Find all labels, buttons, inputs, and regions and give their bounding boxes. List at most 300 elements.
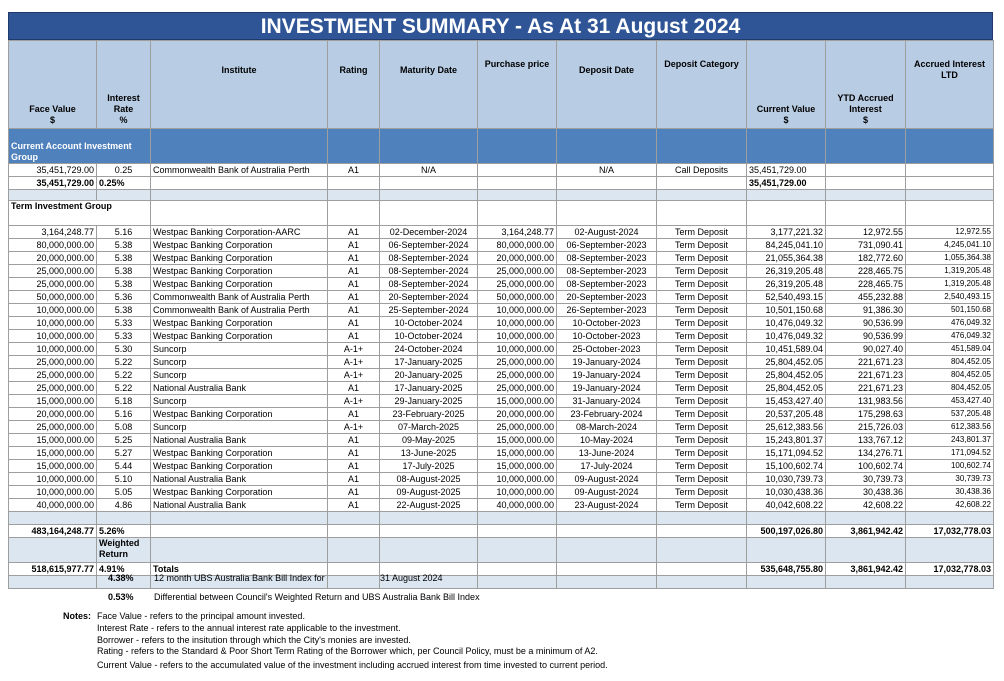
cell-ltd: 804,452.05 xyxy=(906,369,994,382)
cell-cat: Term Deposit xyxy=(657,226,747,239)
cell-mat: 09-May-2025 xyxy=(380,434,478,447)
weighted-return-row xyxy=(9,538,994,563)
cell-rating: A1 xyxy=(328,265,380,278)
cell-mat: 07-March-2025 xyxy=(380,421,478,434)
cell-ytd: 455,232.88 xyxy=(826,291,906,304)
cell-rating: A-1+ xyxy=(328,343,380,356)
cell-mat: 20-September-2024 xyxy=(380,291,478,304)
table-row xyxy=(9,421,994,434)
table-row xyxy=(9,239,994,252)
cell-cat: Term Deposit xyxy=(657,265,747,278)
cell-mat: 09-August-2025 xyxy=(380,486,478,499)
col-current-value: Current Value $ xyxy=(747,41,826,129)
cell-rating: A1 xyxy=(328,252,380,265)
cell-cv: 20,537,205.48 xyxy=(747,408,826,421)
cell-rate: 5.44 xyxy=(97,460,151,473)
cell-face: 15,000,000.00 xyxy=(9,460,97,473)
cell-rating: A-1+ xyxy=(328,369,380,382)
cell-inst: Westpac Banking Corporation xyxy=(151,317,328,330)
cell-cat: Term Deposit xyxy=(657,317,747,330)
page-title: INVESTMENT SUMMARY - As At 31 August 2024 xyxy=(8,12,993,40)
cell-face: 3,164,248.77 xyxy=(9,226,97,239)
cell-pp: 10,000,000.00 xyxy=(478,330,557,343)
cell-cat: Term Deposit xyxy=(657,304,747,317)
cell-cat: Term Deposit xyxy=(657,499,747,512)
cell-ltd: 30,739.73 xyxy=(906,473,994,486)
table-row xyxy=(9,330,994,343)
cell-rating: A1 xyxy=(328,447,380,460)
cell-pp: 80,000,000.00 xyxy=(478,239,557,252)
cell-pp: 20,000,000.00 xyxy=(478,252,557,265)
grand-total-row: 518,615,977.77 4.91% Totals 535,648,755.80 3,861,942.42 17,032,778.03 xyxy=(9,563,994,576)
cell-ytd: 134,276.71 xyxy=(826,447,906,460)
cell-inst: Westpac Banking Corporation xyxy=(151,252,328,265)
cell-mat: 29-January-2025 xyxy=(380,395,478,408)
cell-rate: 5.27 xyxy=(97,447,151,460)
cell-cv: 15,453,427.40 xyxy=(747,395,826,408)
cell-cat: Term Deposit xyxy=(657,486,747,499)
cell-cat: Term Deposit xyxy=(657,395,747,408)
cell-cat: Term Deposit xyxy=(657,473,747,486)
differential-text: Differential between Council's Weighted Return and UBS Australia Bank Bill Index xyxy=(154,592,480,602)
cell-ytd: 90,536.99 xyxy=(826,330,906,343)
cell-pp: 15,000,000.00 xyxy=(478,434,557,447)
cell-ytd: 90,536.99 xyxy=(826,317,906,330)
cell-rating: A1 xyxy=(328,460,380,473)
table-row xyxy=(9,317,994,330)
cell-ltd: 30,438.36 xyxy=(906,486,994,499)
table-row xyxy=(9,395,994,408)
notes-label: Notes: xyxy=(63,611,92,621)
cell-inst: Westpac Banking Corporation-AARC xyxy=(151,226,328,239)
cell-cv: 26,319,205.48 xyxy=(747,265,826,278)
cell-cv: 15,243,801.37 xyxy=(747,434,826,447)
cell-face: 40,000,000.00 xyxy=(9,499,97,512)
current-account-total-row: 35,451,729.00 0.25% 35,451,729.00 xyxy=(9,177,994,190)
cell-dep: 08-September-2023 xyxy=(557,265,657,278)
cell-dep: 08-March-2024 xyxy=(557,421,657,434)
cell-rate: 5.38 xyxy=(97,265,151,278)
cell-rate: 5.33 xyxy=(97,317,151,330)
cell-cv: 10,030,739.73 xyxy=(747,473,826,486)
cell-ltd: 804,452.05 xyxy=(906,356,994,369)
table-row xyxy=(9,304,994,317)
col-face-value: Face Value $ xyxy=(9,41,97,129)
table-row xyxy=(9,499,994,512)
cell-rate: 5.36 xyxy=(97,291,151,304)
cell-inst: National Australia Bank xyxy=(151,473,328,486)
cell-dep: 19-January-2024 xyxy=(557,369,657,382)
cell-ltd: 1,055,364.38 xyxy=(906,252,994,265)
cell-pp: 3,164,248.77 xyxy=(478,226,557,239)
cell-cat: Term Deposit xyxy=(657,252,747,265)
note-line: Current Value - refers to the accumulated value of the investment including accrued interest from time invested to current period. xyxy=(97,660,608,670)
table-row xyxy=(9,434,994,447)
cell-cat: Term Deposit xyxy=(657,343,747,356)
cell-ytd: 731,090.41 xyxy=(826,239,906,252)
cell-cv: 3,177,221.32 xyxy=(747,226,826,239)
cell-ltd: 537,205.48 xyxy=(906,408,994,421)
cell-ytd: 42,608.22 xyxy=(826,499,906,512)
cell-rate: 5.33 xyxy=(97,330,151,343)
cell-cv: 26,319,205.48 xyxy=(747,278,826,291)
cell-dep: 08-September-2023 xyxy=(557,278,657,291)
cell-dep: 31-January-2024 xyxy=(557,395,657,408)
cell-face: 10,000,000.00 xyxy=(9,330,97,343)
cell-cv: 25,804,452.05 xyxy=(747,382,826,395)
term-investment-total-row: 483,164,248.77 5.26% 500,197,026.80 3,861,942.42 17,032,778.03 xyxy=(9,525,994,538)
cell-rating: A1 xyxy=(328,317,380,330)
cell-rating: A-1+ xyxy=(328,356,380,369)
cell-rate: 5.38 xyxy=(97,239,151,252)
cell-cat: Term Deposit xyxy=(657,278,747,291)
cell-rating: A1 xyxy=(328,278,380,291)
cell-rate: 5.10 xyxy=(97,473,151,486)
cell-dep: 02-August-2024 xyxy=(557,226,657,239)
cell-pp: 10,000,000.00 xyxy=(478,473,557,486)
cell-cv: 25,804,452.05 xyxy=(747,356,826,369)
cell-ytd: 30,438.36 xyxy=(826,486,906,499)
cell-ltd: 4,245,041.10 xyxy=(906,239,994,252)
col-interest-rate: Interest Rate % xyxy=(97,41,151,129)
cell-dep: 13-June-2024 xyxy=(557,447,657,460)
cell-ltd: 476,049.32 xyxy=(906,317,994,330)
cell-cat: Term Deposit xyxy=(657,447,747,460)
col-institute: Institute xyxy=(151,41,328,129)
cell-cv: 52,540,493.15 xyxy=(747,291,826,304)
cell-ltd: 453,427.40 xyxy=(906,395,994,408)
cell-rate: 5.38 xyxy=(97,252,151,265)
cell-mat: 17-January-2025 xyxy=(380,356,478,369)
cell-dep: 23-February-2024 xyxy=(557,408,657,421)
cell-mat: 17-January-2025 xyxy=(380,382,478,395)
cell-rate: 5.22 xyxy=(97,356,151,369)
table-row xyxy=(9,408,994,421)
cell-pp: 25,000,000.00 xyxy=(478,356,557,369)
cell-rating: A1 xyxy=(328,239,380,252)
cell-ltd: 476,049.32 xyxy=(906,330,994,343)
cell-face: 15,000,000.00 xyxy=(9,447,97,460)
cell-mat: 08-September-2024 xyxy=(380,278,478,291)
cell-ytd: 228,465.75 xyxy=(826,265,906,278)
cell-dep: 09-August-2024 xyxy=(557,486,657,499)
cell-dep: 17-July-2024 xyxy=(557,460,657,473)
cell-rate: 5.16 xyxy=(97,226,151,239)
table-row xyxy=(9,460,994,473)
table-row xyxy=(9,356,994,369)
cell-cv: 21,055,364.38 xyxy=(747,252,826,265)
differential-value: 0.53% xyxy=(108,592,134,602)
cell-dep: 10-October-2023 xyxy=(557,330,657,343)
cell-inst: Westpac Banking Corporation xyxy=(151,330,328,343)
cell-rating: A1 xyxy=(328,291,380,304)
cell-rating: A-1+ xyxy=(328,395,380,408)
cell-ltd: 804,452.05 xyxy=(906,382,994,395)
cell-cv: 10,030,438.36 xyxy=(747,486,826,499)
benchmark-index-date: 31 August 2024 xyxy=(380,573,443,583)
cell-face: 10,000,000.00 xyxy=(9,304,97,317)
cell-inst: Westpac Banking Corporation xyxy=(151,239,328,252)
cell-face: 25,000,000.00 xyxy=(9,382,97,395)
cell-cat: Term Deposit xyxy=(657,239,747,252)
cell-cv: 10,501,150.68 xyxy=(747,304,826,317)
table-row xyxy=(9,447,994,460)
note-line: Borrower - refers to the insitution through which the City's monies are invested. xyxy=(97,635,411,645)
cell-face: 20,000,000.00 xyxy=(9,408,97,421)
current-account-row: 35,451,729.00 0.25 Commonwealth Bank of Australia Perth A1 N/A N/A Call Deposits 35,451,729.00 xyxy=(9,164,994,177)
investment-table xyxy=(8,40,994,589)
cell-ytd: 12,972.55 xyxy=(826,226,906,239)
cell-cv: 15,171,094.52 xyxy=(747,447,826,460)
cell-ltd: 12,972.55 xyxy=(906,226,994,239)
cell-ytd: 228,465.75 xyxy=(826,278,906,291)
cell-pp: 25,000,000.00 xyxy=(478,421,557,434)
cell-ytd: 91,386.30 xyxy=(826,304,906,317)
cell-ltd: 1,319,205.48 xyxy=(906,278,994,291)
cell-inst: Suncorp xyxy=(151,395,328,408)
spacer-row xyxy=(9,512,994,525)
cell-rating: A1 xyxy=(328,408,380,421)
cell-mat: 08-September-2024 xyxy=(380,252,478,265)
col-purchase-price: Purchase price xyxy=(478,41,557,129)
current-account-label: Current Account Investment Group xyxy=(9,129,151,164)
cell-inst: Westpac Banking Corporation xyxy=(151,278,328,291)
cell-ytd: 221,671.23 xyxy=(826,382,906,395)
cell-rate: 5.25 xyxy=(97,434,151,447)
current-account-section-row xyxy=(9,129,994,164)
cell-mat: 17-July-2025 xyxy=(380,460,478,473)
term-investment-label: Term Investment Group xyxy=(9,201,151,226)
table-row xyxy=(9,226,994,239)
cell-face: 15,000,000.00 xyxy=(9,395,97,408)
cell-pp: 40,000,000.00 xyxy=(478,499,557,512)
cell-inst: Westpac Banking Corporation xyxy=(151,447,328,460)
cell-mat: 25-September-2024 xyxy=(380,304,478,317)
cell-ytd: 215,726.03 xyxy=(826,421,906,434)
table-row xyxy=(9,382,994,395)
cell-inst: Westpac Banking Corporation xyxy=(151,460,328,473)
cell-cv: 15,100,602.74 xyxy=(747,460,826,473)
cell-face: 20,000,000.00 xyxy=(9,252,97,265)
spacer-row xyxy=(9,190,994,201)
cell-cat: Term Deposit xyxy=(657,408,747,421)
table-row xyxy=(9,252,994,265)
term-investment-section-row xyxy=(9,201,994,226)
cell-dep: 08-September-2023 xyxy=(557,252,657,265)
cell-inst: Suncorp xyxy=(151,421,328,434)
cell-pp: 20,000,000.00 xyxy=(478,408,557,421)
table-row xyxy=(9,473,994,486)
cell-ytd: 175,298.63 xyxy=(826,408,906,421)
note-line: Face Value - refers to the principal amount invested. xyxy=(97,611,305,621)
cell-inst: Westpac Banking Corporation xyxy=(151,408,328,421)
cell-dep: 06-September-2023 xyxy=(557,239,657,252)
cell-mat: 08-August-2025 xyxy=(380,473,478,486)
cell-rate: 5.38 xyxy=(97,278,151,291)
table-row xyxy=(9,265,994,278)
cell-inst: National Australia Bank xyxy=(151,382,328,395)
cell-pp: 15,000,000.00 xyxy=(478,395,557,408)
cell-rating: A1 xyxy=(328,434,380,447)
cell-inst: Commonwealth Bank of Australia Perth xyxy=(151,291,328,304)
cell-inst: Westpac Banking Corporation xyxy=(151,265,328,278)
col-maturity-date: Maturity Date xyxy=(380,41,478,129)
cell-inst: Suncorp xyxy=(151,343,328,356)
cell-pp: 25,000,000.00 xyxy=(478,278,557,291)
cell-pp: 10,000,000.00 xyxy=(478,343,557,356)
cell-rate: 5.18 xyxy=(97,395,151,408)
note-line: Interest Rate - refers to the annual interest rate applicable to the investment. xyxy=(97,623,401,633)
cell-dep: 19-January-2024 xyxy=(557,382,657,395)
cell-ltd: 100,602.74 xyxy=(906,460,994,473)
cell-ltd: 451,589.04 xyxy=(906,343,994,356)
cell-inst: Suncorp xyxy=(151,356,328,369)
cell-rating: A1 xyxy=(328,473,380,486)
cell-pp: 25,000,000.00 xyxy=(478,265,557,278)
cell-mat: 02-December-2024 xyxy=(380,226,478,239)
cell-pp: 15,000,000.00 xyxy=(478,447,557,460)
cell-pp: 25,000,000.00 xyxy=(478,382,557,395)
cell-ytd: 221,671.23 xyxy=(826,356,906,369)
table-row xyxy=(9,486,994,499)
cell-rate: 5.16 xyxy=(97,408,151,421)
cell-dep: 10-October-2023 xyxy=(557,317,657,330)
cell-ltd: 243,801.37 xyxy=(906,434,994,447)
cell-inst: Commonwealth Bank of Australia Perth xyxy=(151,304,328,317)
cell-cv: 10,476,049.32 xyxy=(747,330,826,343)
cell-ytd: 133,767.12 xyxy=(826,434,906,447)
cell-rate: 5.30 xyxy=(97,343,151,356)
cell-ltd: 2,540,493.15 xyxy=(906,291,994,304)
cell-rating: A1 xyxy=(328,226,380,239)
cell-mat: 06-September-2024 xyxy=(380,239,478,252)
cell-rate: 5.05 xyxy=(97,486,151,499)
cell-face: 25,000,000.00 xyxy=(9,265,97,278)
cell-cat: Term Deposit xyxy=(657,369,747,382)
cell-pp: 25,000,000.00 xyxy=(478,369,557,382)
table-row xyxy=(9,291,994,304)
cell-cv: 25,612,383.56 xyxy=(747,421,826,434)
cell-inst: National Australia Bank xyxy=(151,434,328,447)
cell-cat: Term Deposit xyxy=(657,356,747,369)
cell-face: 10,000,000.00 xyxy=(9,473,97,486)
cell-face: 25,000,000.00 xyxy=(9,278,97,291)
cell-face: 10,000,000.00 xyxy=(9,317,97,330)
cell-ytd: 131,983.56 xyxy=(826,395,906,408)
cell-face: 25,000,000.00 xyxy=(9,369,97,382)
cell-ytd: 30,739.73 xyxy=(826,473,906,486)
cell-dep: 10-May-2024 xyxy=(557,434,657,447)
cell-mat: 10-October-2024 xyxy=(380,330,478,343)
cell-cat: Term Deposit xyxy=(657,330,747,343)
table-row xyxy=(9,278,994,291)
cell-cv: 84,245,041.10 xyxy=(747,239,826,252)
cell-cat: Term Deposit xyxy=(657,382,747,395)
cell-rate: 5.08 xyxy=(97,421,151,434)
cell-cv: 10,451,589.04 xyxy=(747,343,826,356)
term-investment-rows xyxy=(9,226,994,512)
cell-cv: 10,476,049.32 xyxy=(747,317,826,330)
cell-rate: 5.38 xyxy=(97,304,151,317)
cell-mat: 23-February-2025 xyxy=(380,408,478,421)
cell-inst: Suncorp xyxy=(151,369,328,382)
cell-face: 15,000,000.00 xyxy=(9,434,97,447)
cell-dep: 19-January-2024 xyxy=(557,356,657,369)
cell-inst: National Australia Bank xyxy=(151,499,328,512)
cell-pp: 50,000,000.00 xyxy=(478,291,557,304)
cell-rate: 4.86 xyxy=(97,499,151,512)
cell-cv: 40,042,608.22 xyxy=(747,499,826,512)
cell-pp: 10,000,000.00 xyxy=(478,317,557,330)
cell-dep: 25-October-2023 xyxy=(557,343,657,356)
cell-cat: Term Deposit xyxy=(657,291,747,304)
cell-cat: Term Deposit xyxy=(657,434,747,447)
cell-dep: 23-August-2024 xyxy=(557,499,657,512)
table-row xyxy=(9,343,994,356)
cell-pp: 10,000,000.00 xyxy=(478,486,557,499)
note-line: Rating - refers to the Standard & Poor Short Term Rating of the Borrower which, per Council Policy, must be a minimum of A2. xyxy=(97,646,598,656)
cell-rating: A1 xyxy=(328,382,380,395)
header-row xyxy=(9,41,994,129)
cell-mat: 13-June-2025 xyxy=(380,447,478,460)
cell-dep: 09-August-2024 xyxy=(557,473,657,486)
benchmark-index-value: 4.38% xyxy=(108,573,134,583)
table-row xyxy=(9,369,994,382)
col-deposit-date: Deposit Date xyxy=(557,41,657,129)
cell-ltd: 42,608.22 xyxy=(906,499,994,512)
col-ytd-accrued: YTD Accrued Interest $ xyxy=(826,41,906,129)
cell-rate: 5.22 xyxy=(97,382,151,395)
cell-ltd: 171,094.52 xyxy=(906,447,994,460)
cell-ytd: 221,671.23 xyxy=(826,369,906,382)
cell-face: 10,000,000.00 xyxy=(9,486,97,499)
cell-face: 10,000,000.00 xyxy=(9,343,97,356)
col-accrued-ltd: Accrued Interest LTD xyxy=(906,41,994,129)
cell-pp: 15,000,000.00 xyxy=(478,460,557,473)
benchmark-index-text: 12 month UBS Australia Bank Bill Index for xyxy=(154,573,325,583)
cell-face: 80,000,000.00 xyxy=(9,239,97,252)
cell-mat: 08-September-2024 xyxy=(380,265,478,278)
cell-mat: 20-January-2025 xyxy=(380,369,478,382)
cell-ytd: 100,602.74 xyxy=(826,460,906,473)
cell-mat: 10-October-2024 xyxy=(380,317,478,330)
cell-ytd: 90,027.40 xyxy=(826,343,906,356)
cell-ytd: 182,772.60 xyxy=(826,252,906,265)
cell-face: 25,000,000.00 xyxy=(9,356,97,369)
cell-ltd: 1,319,205.48 xyxy=(906,265,994,278)
cell-rating: A1 xyxy=(328,330,380,343)
cell-rating: A1 xyxy=(328,304,380,317)
weighted-return-label: Weighted Return xyxy=(97,538,151,563)
cell-cat: Term Deposit xyxy=(657,421,747,434)
cell-inst: Westpac Banking Corporation xyxy=(151,486,328,499)
cell-rating: A1 xyxy=(328,486,380,499)
cell-rate: 5.22 xyxy=(97,369,151,382)
cell-mat: 22-August-2025 xyxy=(380,499,478,512)
cell-cat: Term Deposit xyxy=(657,460,747,473)
cell-face: 50,000,000.00 xyxy=(9,291,97,304)
cell-ltd: 612,383.56 xyxy=(906,421,994,434)
cell-pp: 10,000,000.00 xyxy=(478,304,557,317)
cell-dep: 26-September-2023 xyxy=(557,304,657,317)
col-deposit-category: Deposit Category xyxy=(657,41,747,129)
cell-rating: A1 xyxy=(328,499,380,512)
cell-dep: 20-September-2023 xyxy=(557,291,657,304)
cell-cv: 25,804,452.05 xyxy=(747,369,826,382)
cell-ltd: 501,150.68 xyxy=(906,304,994,317)
cell-mat: 24-October-2024 xyxy=(380,343,478,356)
cell-rating: A-1+ xyxy=(328,421,380,434)
